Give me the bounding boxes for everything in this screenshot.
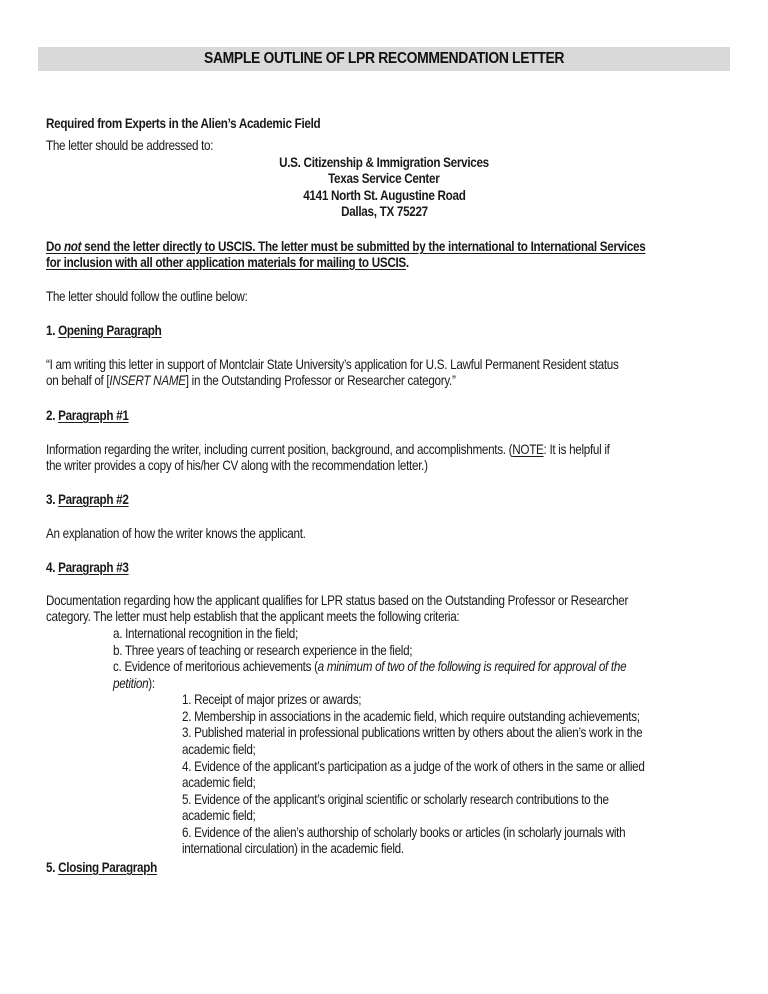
achievement-item-5-line-1: 5. Evidence of the applicant’s original scientific or scholarly research contributions to the xyxy=(182,792,609,807)
warning-line-1: Do not send the letter directly to USCIS. The letter must be submitted by the international to International Services xyxy=(46,239,646,254)
address-line-3: 4141 North St. Augustine Road xyxy=(302,188,466,203)
criterion-c-line-2: petition): xyxy=(113,676,155,691)
achievement-item-5-line-2: academic field; xyxy=(182,808,256,823)
criterion-a: a. International recognition in the field; xyxy=(113,626,298,641)
paragraph-1-body-line-1: Information regarding the writer, including current position, background, and accomplishments. (NOTE: It is helpful if xyxy=(46,442,610,457)
paragraph-3-body-line-1: Documentation regarding how the applicant qualifies for LPR status based on the Outstanding Professor or Researcher xyxy=(46,593,629,608)
section-heading-paragraph-1: 2. Paragraph #1 xyxy=(46,408,129,423)
criterion-b: b. Three years of teaching or research experience in the field; xyxy=(113,643,413,658)
achievement-item-3-line-2: academic field; xyxy=(182,742,256,757)
address-line-1: U.S. Citizenship & Immigration Services xyxy=(279,155,489,170)
achievement-item-1: 1. Receipt of major prizes or awards; xyxy=(182,692,362,707)
paragraph-2-body: An explanation of how the writer knows the applicant. xyxy=(46,526,306,541)
achievement-item-6-line-2: international circulation) in the academic field. xyxy=(182,841,404,856)
section-heading-closing: 5. Closing Paragraph xyxy=(46,860,157,875)
title-bar xyxy=(38,47,730,71)
achievement-item-4-line-1: 4. Evidence of the applicant’s participation as a judge of the work of others in the same or allied xyxy=(182,759,645,774)
outline-intro: The letter should follow the outline below: xyxy=(46,289,248,304)
paragraph-1-body-line-2: the writer provides a copy of his/her CV along with the recommendation letter.) xyxy=(46,458,428,473)
opening-body-line-2: on behalf of [INSERT NAME] in the Outstanding Professor or Researcher category.” xyxy=(46,373,456,388)
addressed-intro: The letter should be addressed to: xyxy=(46,138,214,153)
achievement-item-6-line-1: 6. Evidence of the alien’s authorship of scholarly books or articles (in scholarly journals with xyxy=(182,825,626,840)
achievement-item-2: 2. Membership in associations in the academic field, which require outstanding achievements; xyxy=(182,709,640,724)
address-line-2: Texas Service Center xyxy=(328,171,440,186)
document-title: SAMPLE OUTLINE OF LPR RECOMMENDATION LETTER xyxy=(203,50,565,67)
section-heading-paragraph-3: 4. Paragraph #3 xyxy=(46,560,129,575)
achievement-item-3-line-1: 3. Published material in professional publications written by others about the alien’s work in the xyxy=(182,725,643,740)
warning-line-2: for inclusion with all other application materials for mailing to USCIS. xyxy=(46,255,409,270)
paragraph-3-body-line-2: category. The letter must help establish that the applicant meets the following criteria: xyxy=(46,609,460,624)
criterion-c-line-1: c. Evidence of meritorious achievements (a minimum of two of the following is required for approval of the xyxy=(113,659,627,674)
section-heading-paragraph-2: 3. Paragraph #2 xyxy=(46,492,129,507)
address-line-4: Dallas, TX 75227 xyxy=(340,204,428,219)
opening-body-line-1: “I am writing this letter in support of Montclair State University’s application for U.S. Lawful Permanent Resident status xyxy=(46,357,619,372)
subtitle: Required from Experts in the Alien’s Academic Field xyxy=(46,116,321,131)
section-heading-opening: 1. Opening Paragraph xyxy=(46,323,162,338)
achievement-item-4-line-2: academic field; xyxy=(182,775,256,790)
